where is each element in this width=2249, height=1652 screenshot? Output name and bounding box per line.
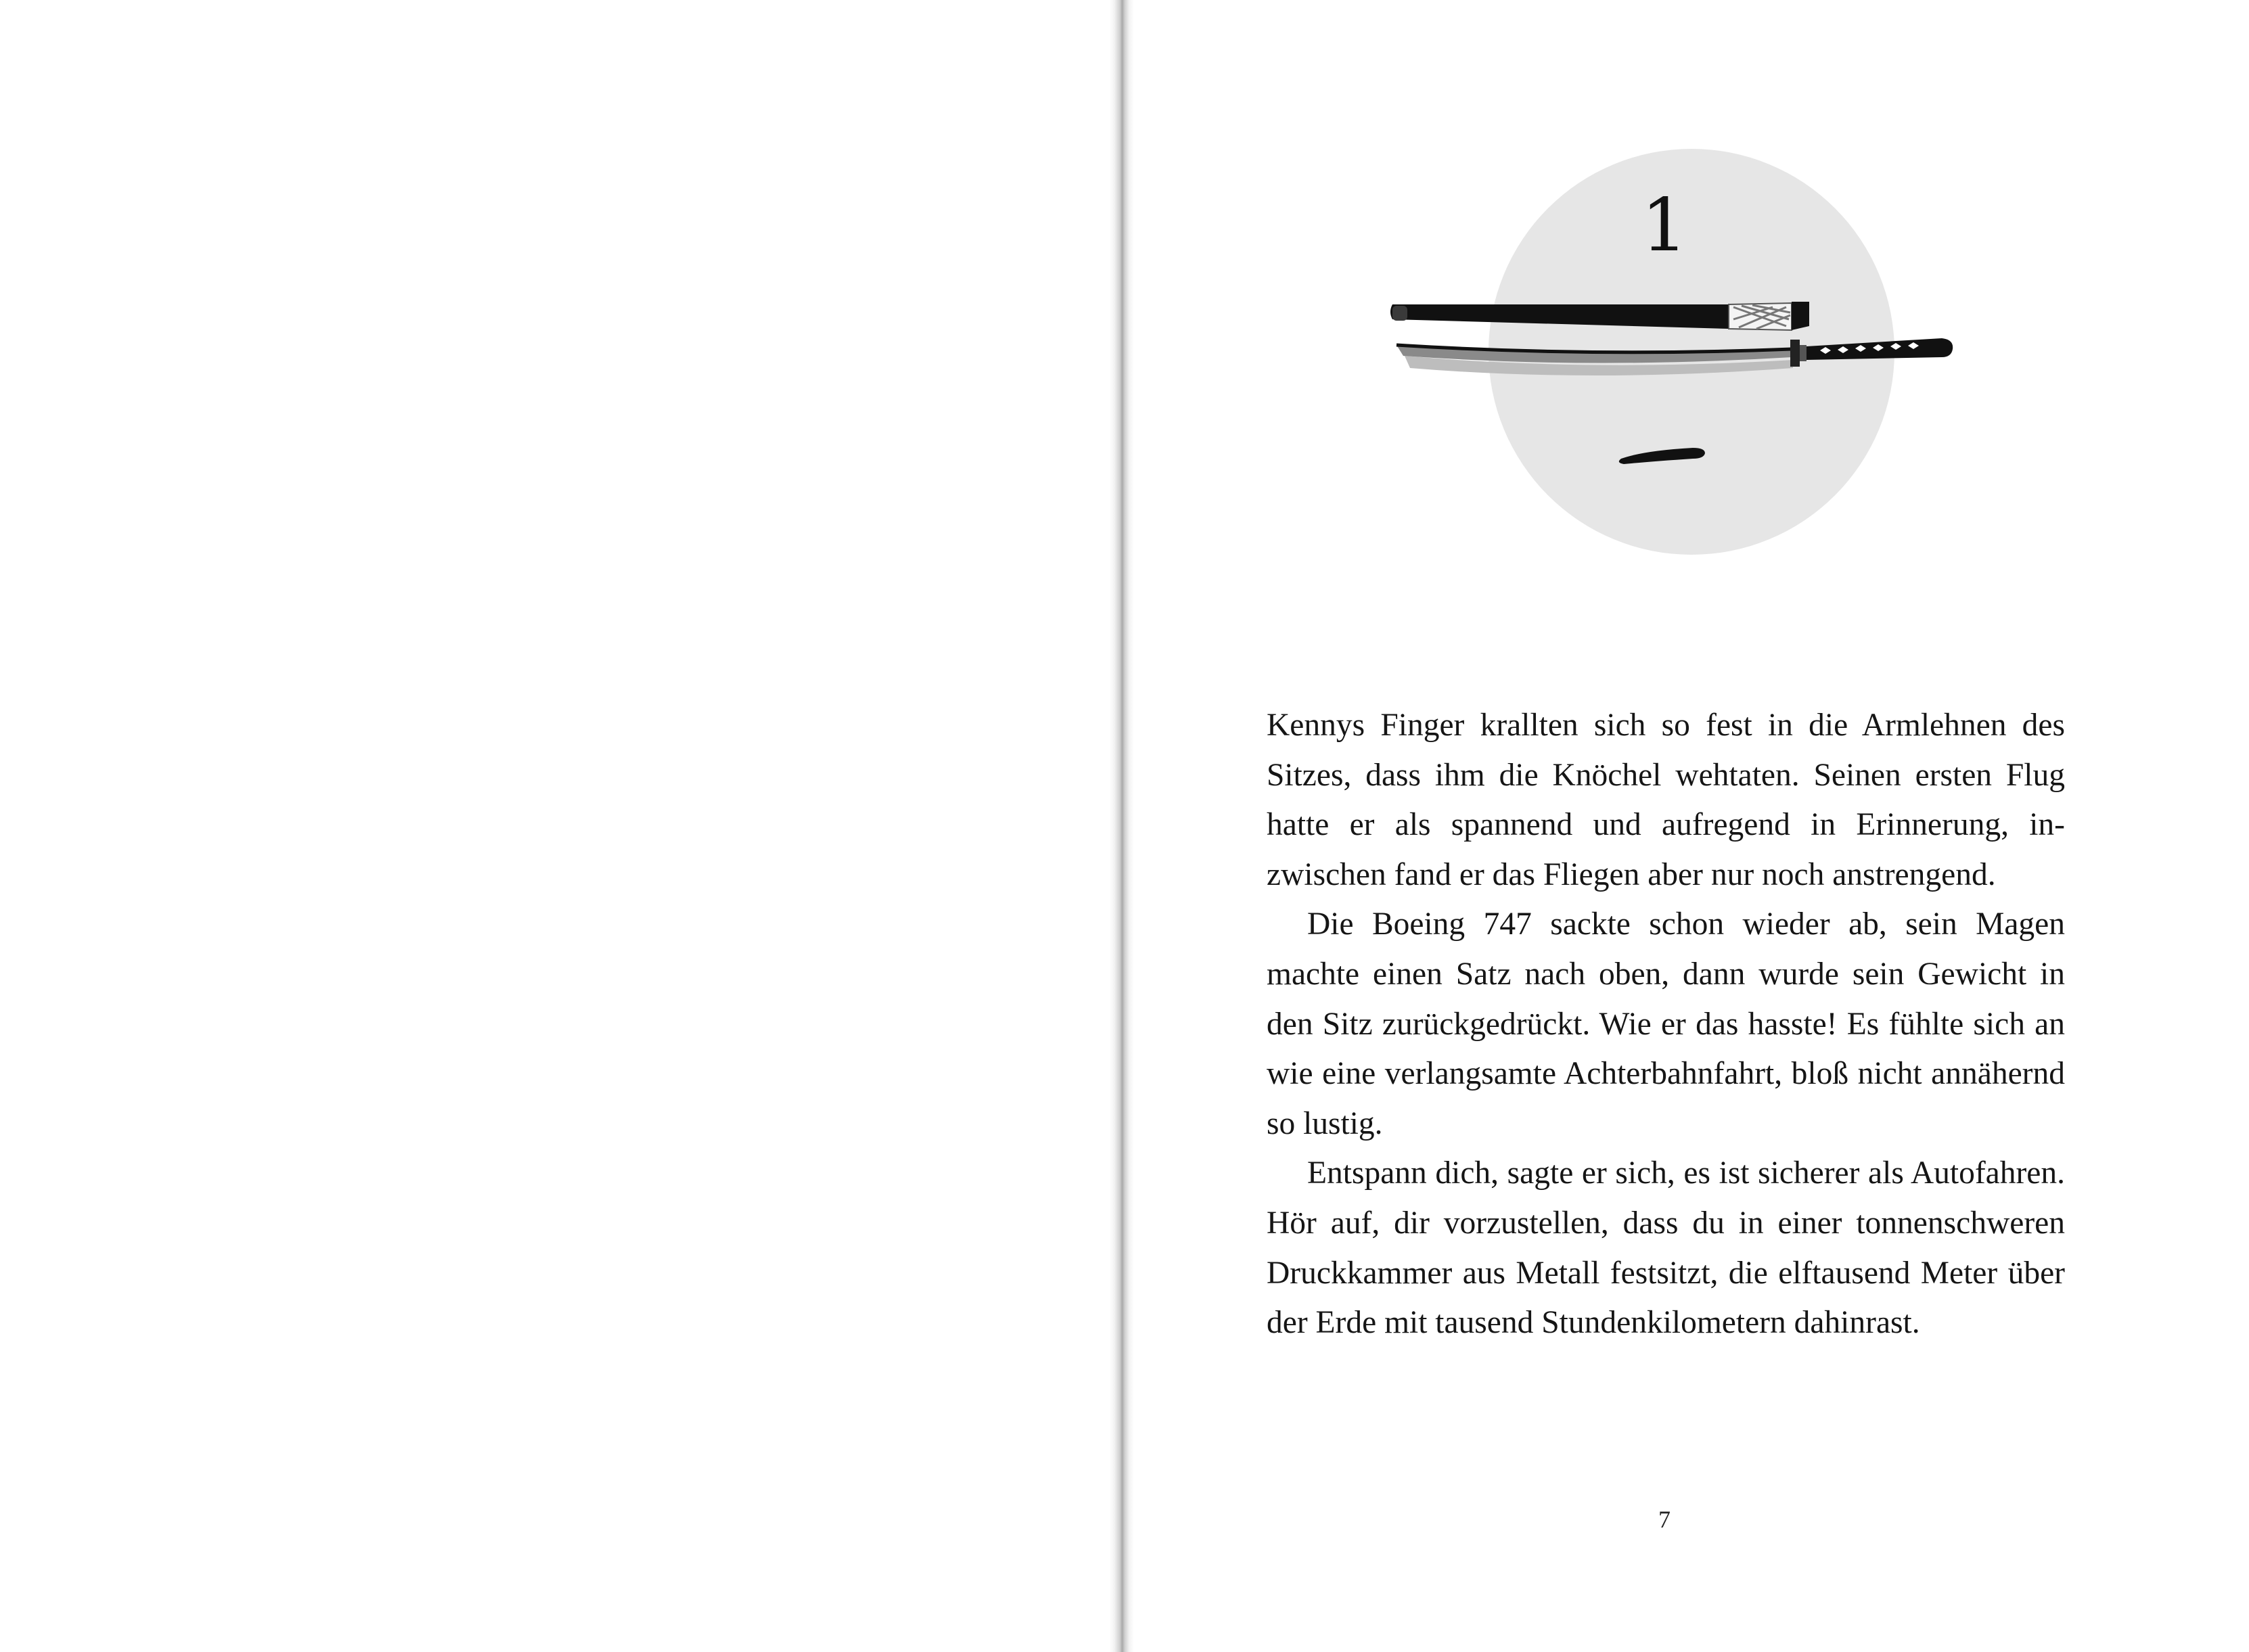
page-number: 7 [1658, 1506, 1671, 1533]
paragraph-1: Kennys Finger krallten sich so fest in die Armlehnen des Sitzes, dass ihm die Knöchel wehtaten. Seinen ersten Flug hatte er als spannend und aufregend in Erinnerung, inzwischen fand er das Fliegen aber nur noch anstrengend. [1267, 708, 2065, 892]
left-page-blank [0, 0, 1110, 1652]
book-gutter [1110, 0, 1134, 1652]
paragraph-2: Die Boeing 747 sackte schon wieder ab, sein Magen machte einen Satz nach oben, dann wurde sein Gewicht in den Sitz zurückgedrückt. Wie er das hasste! Es fühlte sich an wie eine verlangsamte Achterbahnfahrt, bloß nicht annähernd so lustig. [1267, 907, 2065, 1141]
chapter-number: 1 [1641, 183, 1688, 268]
chapter-body-text [1267, 701, 2065, 1348]
paragraph-3: Entspann dich, sagte er sich, es ist sicherer als Autofahren. Hör auf, dir vorzustellen, dass du in einer tonnenschweren Druckkammer aus Metall festsitzt, die elftausend Meter über der Erde mit tausend Stundenkilometern dahinrast. [1267, 1155, 2065, 1341]
